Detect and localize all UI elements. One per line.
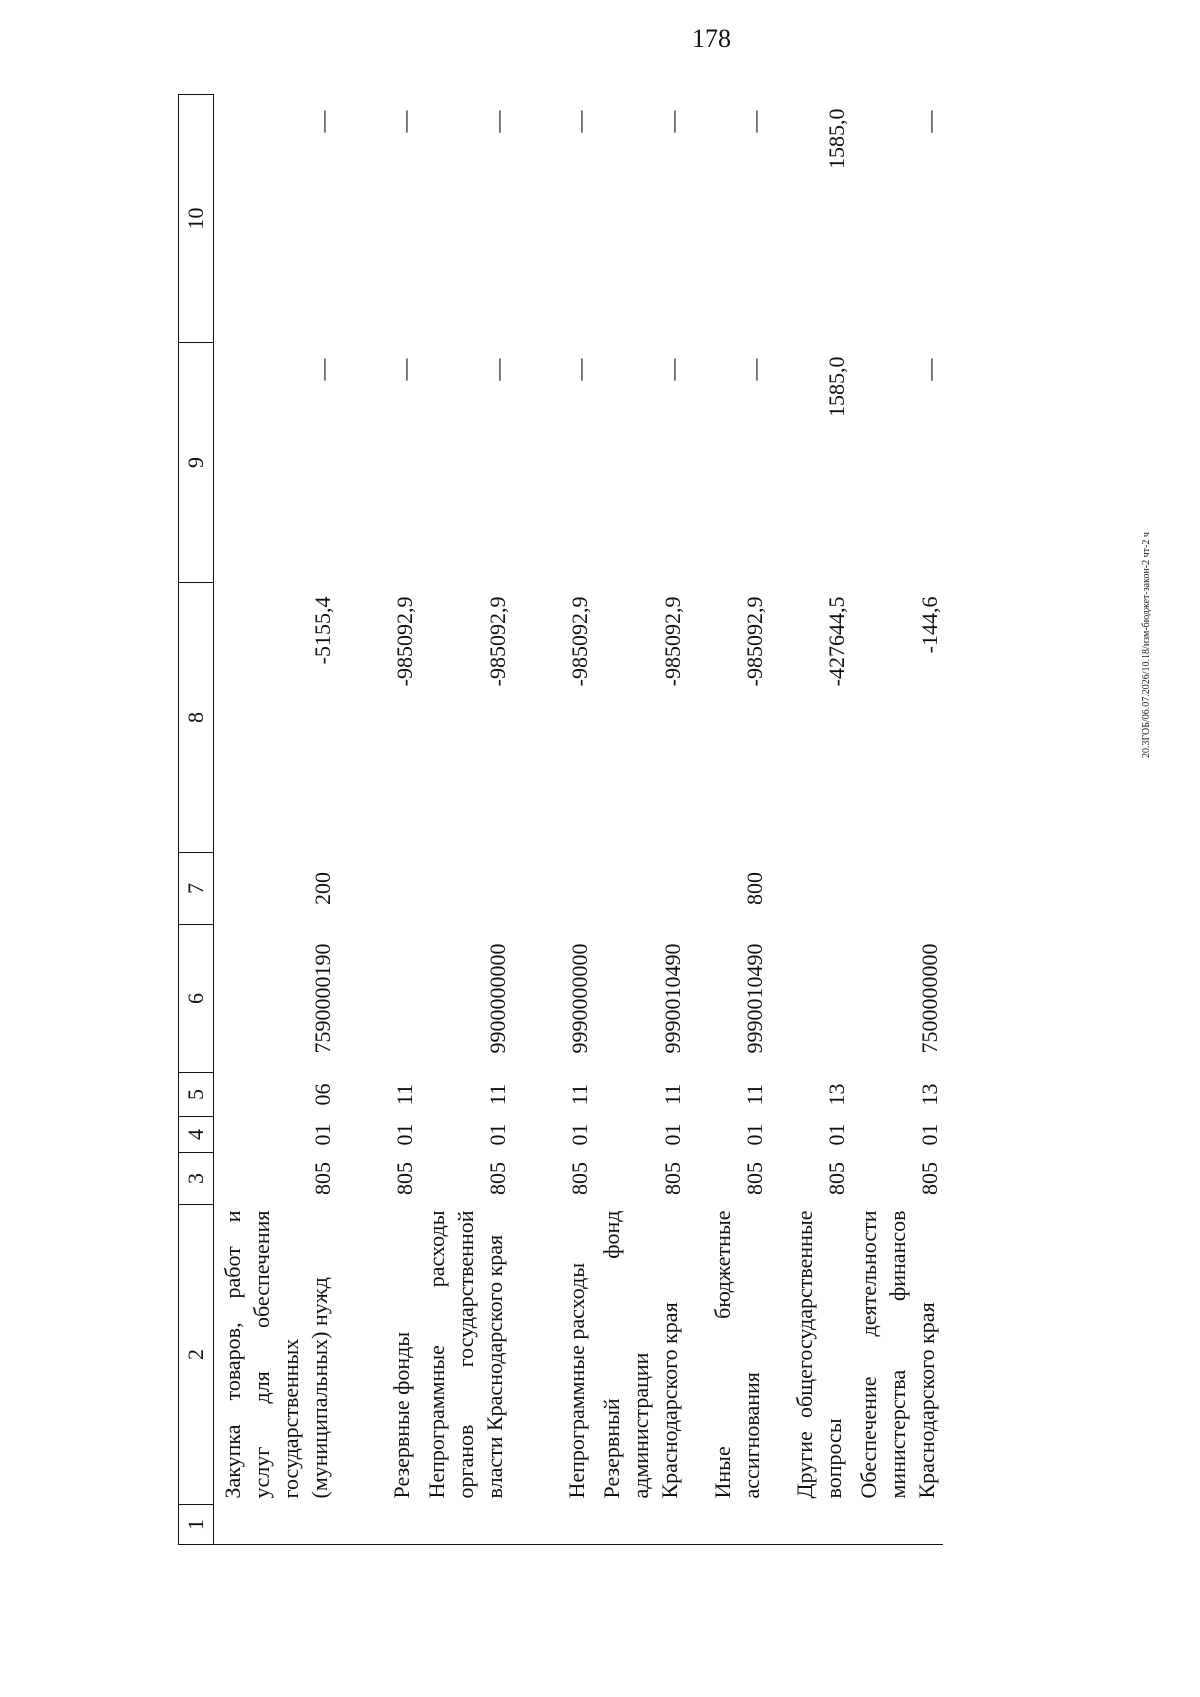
- cell-col5: 11: [742, 1083, 767, 1106]
- cell-col4: 01: [567, 1123, 592, 1146]
- cell-name: Резервный фонд администрации Краснодарского края: [599, 1210, 682, 1499]
- cell-col1: [336, 1505, 418, 1545]
- cell-col5: 11: [567, 1083, 592, 1106]
- cell-col8: -985092,9: [660, 596, 685, 687]
- table-row: [850, 95, 943, 1545]
- cell-col8: -985092,9: [742, 596, 767, 687]
- cell-col9: —: [310, 358, 335, 381]
- cell-col9: —: [742, 358, 767, 381]
- cell-col3: 805: [660, 1162, 685, 1195]
- cell-col10: —: [392, 110, 417, 133]
- cell-col8: -985092,9: [485, 596, 510, 687]
- cell-name: Иные бюджетные ассигнования: [710, 1210, 764, 1499]
- cell-col10: —: [660, 110, 685, 133]
- cell-col9: —: [567, 358, 592, 381]
- cell-col8: -985092,9: [567, 596, 592, 687]
- cell-col4: 01: [824, 1123, 849, 1146]
- cell-col5: 11: [485, 1083, 510, 1106]
- cell-col1: [768, 1505, 850, 1545]
- cell-col10: 1585,0: [824, 108, 849, 169]
- cell-col4: 01: [310, 1123, 335, 1146]
- rotated-table-container: [178, 95, 1048, 1545]
- cell-col10: —: [917, 110, 942, 133]
- table-row: [768, 95, 850, 1545]
- column-header: 6: [179, 925, 214, 1073]
- cell-col4: 01: [742, 1123, 767, 1146]
- cell-col7: [418, 853, 511, 925]
- cell-name: Непрограммные расходы: [564, 1262, 589, 1499]
- budget-table: [178, 94, 943, 1545]
- cell-col1: [593, 1505, 686, 1545]
- table-header-row: [179, 95, 214, 1545]
- cell-col5: 11: [392, 1083, 417, 1106]
- cell-name: Непрограммные расходы органов государственной власти Краснодарского края: [424, 1210, 507, 1499]
- table-row: [593, 95, 686, 1545]
- cell-col1: [214, 1505, 337, 1545]
- cell-col3: 805: [742, 1162, 767, 1195]
- cell-col3: 805: [917, 1162, 942, 1195]
- column-header: 10: [179, 95, 214, 343]
- footer-reference: 20.3ГОБ/06.07.2026/10.18/изм-бюджет-закон-2 чт-2 ч: [1141, 532, 1152, 758]
- cell-name: Обеспечение деятельности министерства финансов Краснодарского края: [856, 1210, 939, 1499]
- cell-col6: 9990010490: [660, 943, 685, 1054]
- column-header: 2: [179, 1205, 214, 1505]
- cell-col3: 805: [567, 1162, 592, 1195]
- cell-col4: 01: [392, 1123, 417, 1146]
- column-header: 7: [179, 853, 214, 925]
- cell-col3: 805: [485, 1162, 510, 1195]
- column-header: 9: [179, 343, 214, 583]
- cell-col8: -427644,5: [824, 596, 849, 687]
- cell-col10: —: [485, 110, 510, 133]
- table-row: [214, 95, 337, 1545]
- cell-col5: 13: [917, 1083, 942, 1106]
- column-header: 4: [179, 1117, 214, 1153]
- column-header: 1: [179, 1505, 214, 1545]
- cell-name: Резервные фонды: [389, 1331, 414, 1499]
- column-header: 8: [179, 583, 214, 853]
- cell-col4: 01: [485, 1123, 510, 1146]
- cell-col6: 7500000000: [917, 943, 942, 1054]
- cell-col9: 1585,0: [824, 356, 849, 417]
- cell-col3: 805: [310, 1162, 335, 1195]
- cell-col6: [768, 925, 850, 1073]
- cell-col1: [686, 1505, 768, 1545]
- cell-col9: —: [392, 358, 417, 381]
- cell-col1: [418, 1505, 511, 1545]
- cell-col3: 805: [392, 1162, 417, 1195]
- table-row: [336, 95, 418, 1545]
- cell-col5: 13: [824, 1083, 849, 1106]
- column-header: 3: [179, 1153, 214, 1205]
- table-row: [686, 95, 768, 1545]
- cell-name: Закупка товаров, работ и услуг для обеспечения государственных (муниципальных) нужд: [220, 1210, 332, 1499]
- cell-col6: 9990010490: [742, 943, 767, 1054]
- column-header: 5: [179, 1073, 214, 1117]
- cell-col1: [850, 1505, 943, 1545]
- cell-col10: —: [742, 110, 767, 133]
- cell-col5: 06: [310, 1083, 335, 1106]
- cell-col7: 200: [310, 872, 335, 905]
- cell-col6: 9900000000: [485, 943, 510, 1054]
- page-number: 178: [692, 24, 731, 53]
- cell-col1: [511, 1505, 593, 1545]
- cell-col8: -5155,4: [310, 596, 335, 665]
- cell-col9: —: [917, 358, 942, 381]
- cell-col4: 01: [660, 1123, 685, 1146]
- cell-col6: [336, 925, 418, 1073]
- table-row: [511, 95, 593, 1545]
- table-row: [418, 95, 511, 1545]
- cell-col7: [511, 853, 593, 925]
- cell-col7: 800: [742, 872, 767, 905]
- cell-col7: [850, 853, 943, 925]
- cell-col8: -144,6: [917, 596, 942, 654]
- cell-col8: -985092,9: [392, 596, 417, 687]
- cell-col6: 7590000190: [310, 943, 335, 1054]
- cell-col4: 01: [917, 1123, 942, 1146]
- cell-col9: —: [485, 358, 510, 381]
- cell-col10: —: [567, 110, 592, 133]
- cell-col5: 11: [660, 1083, 685, 1106]
- cell-col10: —: [310, 110, 335, 133]
- cell-col7: [336, 853, 418, 925]
- cell-col7: [768, 853, 850, 925]
- cell-col3: 805: [824, 1162, 849, 1195]
- cell-col9: —: [660, 358, 685, 381]
- cell-col7: [593, 853, 686, 925]
- cell-name: Другие общегосударственные вопросы: [792, 1210, 846, 1499]
- cell-col6: 9990000000: [567, 943, 592, 1054]
